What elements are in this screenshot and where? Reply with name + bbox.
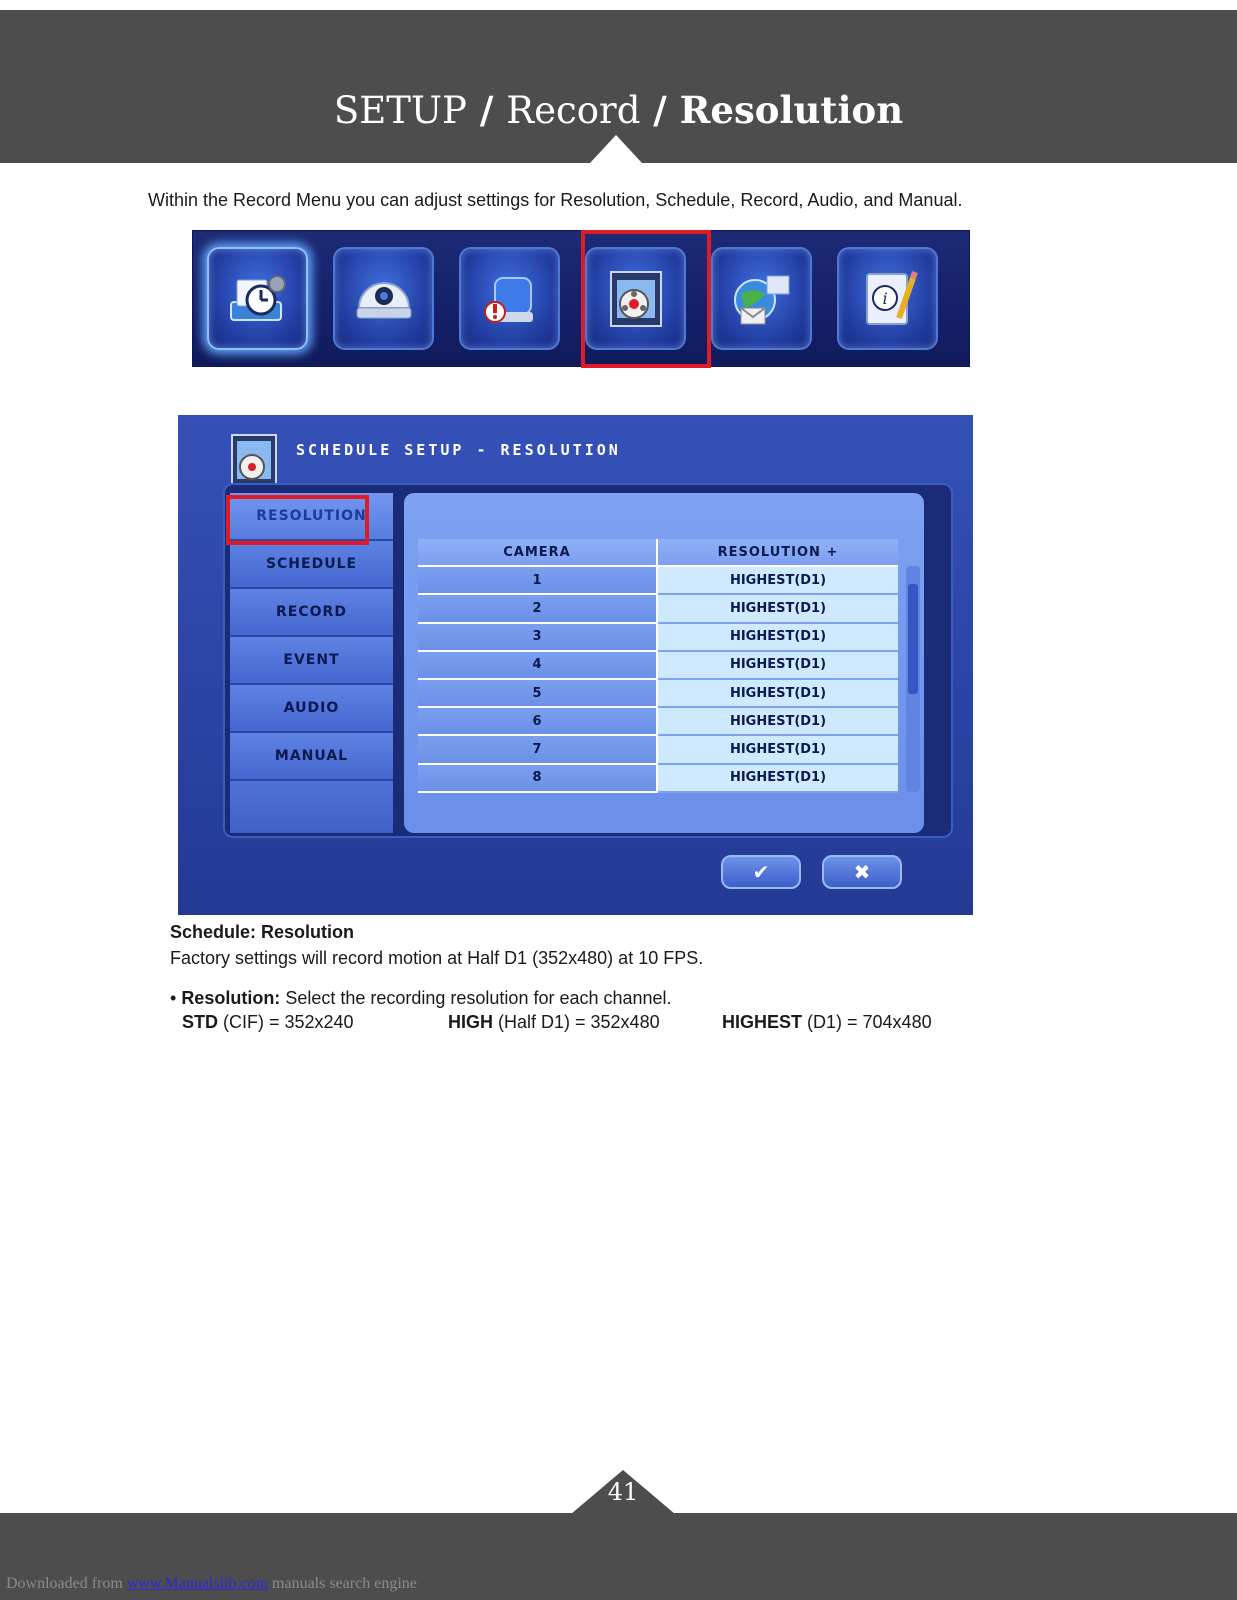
- resolution-cell[interactable]: HIGHEST(D1): [658, 736, 898, 764]
- spec-highest: HIGHEST (D1) = 704x480: [722, 1012, 932, 1032]
- record-icon-highlight: [581, 230, 711, 368]
- system-clock-button[interactable]: [207, 247, 308, 350]
- table-row[interactable]: [418, 765, 908, 793]
- table-row[interactable]: [418, 680, 908, 708]
- camera-cell: 1: [418, 567, 658, 595]
- resolution-content: [404, 493, 924, 833]
- camera-cell: 3: [418, 624, 658, 652]
- column-header-camera[interactable]: CAMERA: [418, 539, 658, 567]
- sidebar-empty-slot: [230, 781, 393, 833]
- resolution-cell[interactable]: HIGHEST(D1): [658, 595, 898, 623]
- resolution-bullet: • Resolution: Select the recording resolution for each channel.: [170, 988, 672, 1008]
- resolution-table: [418, 539, 908, 793]
- confirm-button[interactable]: ✔: [721, 855, 801, 889]
- camera-cell: 8: [418, 765, 658, 793]
- panel-title: SCHEDULE SETUP - RESOLUTION: [296, 441, 621, 459]
- resolution-cell[interactable]: HIGHEST(D1): [658, 624, 898, 652]
- svg-text:i: i: [881, 288, 888, 308]
- sidebar-item-audio[interactable]: AUDIO: [230, 685, 393, 733]
- table-row[interactable]: [418, 595, 908, 623]
- network-button[interactable]: [711, 247, 812, 350]
- alarm-siren-icon: [475, 264, 545, 334]
- table-header-row: [418, 539, 908, 567]
- download-credit: Downloaded from www.Manualslib.com manuals search engine: [6, 1575, 417, 1592]
- camera-cell: 6: [418, 708, 658, 736]
- network-globe-icon: [727, 264, 797, 334]
- intro-text: Within the Record Menu you can adjust settings for Resolution, Schedule, Record, Audio, and Manual.: [148, 190, 963, 210]
- title-resolution: Resolution: [679, 88, 904, 132]
- factory-settings-text: Factory settings will record motion at Half D1 (352x480) at 10 FPS.: [170, 948, 704, 968]
- manualslib-link[interactable]: www.Manualslib.com: [126, 1575, 269, 1592]
- column-header-resolution[interactable]: RESOLUTION +: [658, 539, 898, 567]
- bullet-term: Resolution:: [181, 988, 281, 1008]
- sidebar-item-resolution[interactable]: RESOLUTION: [230, 493, 393, 541]
- title-record: Record: [506, 89, 641, 132]
- schedule-setup-panel: [178, 415, 973, 915]
- table-row[interactable]: [418, 567, 908, 595]
- camera-button[interactable]: [333, 247, 434, 350]
- section-subheading: Schedule: Resolution: [170, 922, 355, 942]
- resolution-cell[interactable]: HIGHEST(D1): [658, 680, 898, 708]
- bullet-text: Select the recording resolution for each channel.: [280, 988, 672, 1008]
- resolution-tab-highlight: [226, 495, 369, 545]
- system-clock-icon: [223, 264, 293, 334]
- sidebar-item-manual[interactable]: MANUAL: [230, 733, 393, 781]
- resolution-cell[interactable]: HIGHEST(D1): [658, 708, 898, 736]
- table-row[interactable]: [418, 736, 908, 764]
- camera-cell: 5: [418, 680, 658, 708]
- spec-std: STD (CIF) = 352x240: [182, 1012, 354, 1032]
- alarm-button[interactable]: [459, 247, 560, 350]
- header-notch: [590, 135, 642, 163]
- page-number: 41: [607, 1478, 639, 1506]
- resolution-cell[interactable]: HIGHEST(D1): [658, 765, 898, 793]
- title-setup: SETUP: [333, 89, 467, 132]
- table-row[interactable]: [418, 652, 908, 680]
- scrollbar-thumb[interactable]: [908, 584, 918, 694]
- page-title: SETUP / Record / Resolution: [333, 88, 904, 132]
- record-film-icon: [226, 431, 284, 489]
- info-notepad-icon: [853, 264, 923, 334]
- table-row[interactable]: [418, 624, 908, 652]
- sidebar-item-record[interactable]: RECORD: [230, 589, 393, 637]
- camera-cell: 2: [418, 595, 658, 623]
- sidebar-item-event[interactable]: EVENT: [230, 637, 393, 685]
- resolution-cell[interactable]: HIGHEST(D1): [658, 567, 898, 595]
- camera-cell: 4: [418, 652, 658, 680]
- spec-high: HIGH (Half D1) = 352x480: [448, 1012, 660, 1032]
- table-row[interactable]: [418, 708, 908, 736]
- resolution-cell[interactable]: HIGHEST(D1): [658, 652, 898, 680]
- cancel-button[interactable]: ✖: [822, 855, 902, 889]
- camera-cell: 7: [418, 736, 658, 764]
- sidebar-item-schedule[interactable]: SCHEDULE: [230, 541, 393, 589]
- info-button[interactable]: [837, 247, 938, 350]
- dome-camera-icon: [349, 264, 419, 334]
- table-scrollbar[interactable]: [906, 566, 920, 792]
